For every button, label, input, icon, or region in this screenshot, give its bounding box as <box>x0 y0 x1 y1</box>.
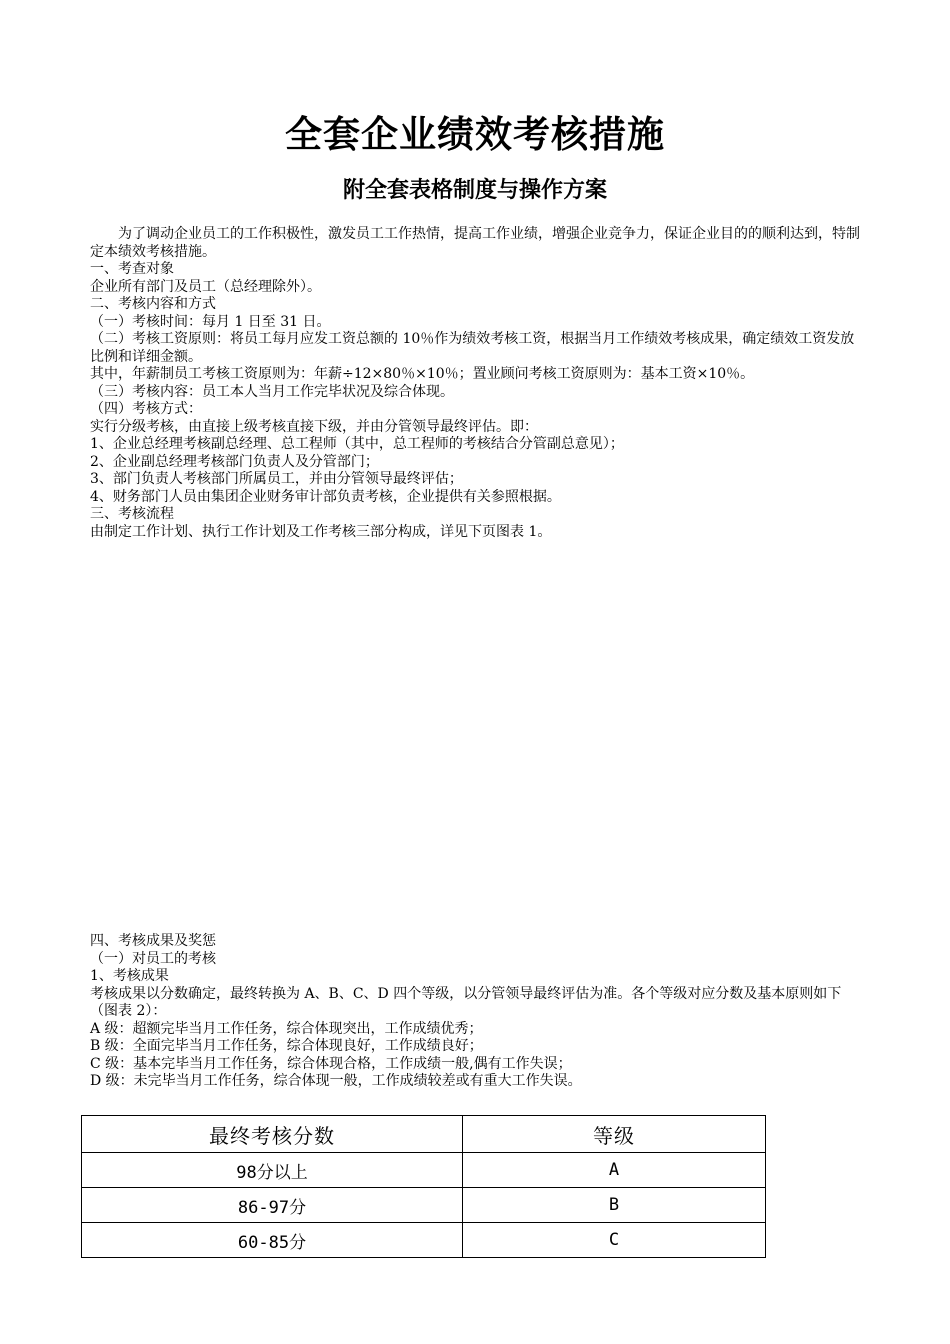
grade-a-line: A 级：超额完毕当月工作任务，综合体现突出，工作成绩优秀； <box>90 1020 483 1037</box>
text-line: 其中，年薪制员工考核工资原则为：年薪÷12×80％×10％；置业顾问考核工资原则为：基本工资×10％。 <box>90 366 755 382</box>
document-title: 全套企业绩效考核措施 <box>285 113 665 156</box>
cell-grade: B <box>463 1188 766 1223</box>
header-grade: 等级 <box>463 1116 766 1153</box>
grade-c-line: C 级：基本完毕当月工作任务，综合体现合格，工作成绩一般,偶有工作失误； <box>90 1055 572 1072</box>
grade-d-line: D 级：未完毕当月工作任务，综合体现一般，工作成绩较差或有重大工作失误。 <box>90 1073 582 1089</box>
list-item: 1、企业总经理考核副总经理、总工程师（其中，总工程师的考核结合分管副总意见）； <box>90 436 624 452</box>
text-line: 由制定工作计划、执行工作计划及工作考核三部分构成，详见下页图表 1。 <box>90 523 552 540</box>
text-line: 实行分级考核，由直接上级考核直接下级，并由分管领导最终评估。即： <box>90 418 538 435</box>
cell-grade: A <box>463 1153 766 1188</box>
list-item: 4、财务部门人员由集团企业财务审计部负责考核，企业提供有关参照根据。 <box>90 488 561 505</box>
table-row <box>82 1188 766 1223</box>
grade-b-line: B 级：全面完毕当月工作任务，综合体现良好，工作成绩良好； <box>90 1038 483 1054</box>
section-intro <box>90 226 865 541</box>
subheading-staff: （一）对员工的考核 <box>90 950 216 967</box>
heading-content: 二、考核内容和方式 <box>90 296 216 312</box>
list-item: 3、部门负责人考核部门所属员工，并由分管领导最终评估； <box>90 471 463 487</box>
table-row <box>82 1223 766 1258</box>
subheading-results: 1、考核成果 <box>90 968 169 984</box>
text-line: 企业所有部门及员工（总经理除外）。 <box>90 278 321 295</box>
text-line: （一）考核时间：每月 1 日至 31 日。 <box>90 313 331 330</box>
document-subtitle: 附全套表格制度与操作方案 <box>342 178 607 203</box>
table-row <box>82 1153 766 1188</box>
text-line: 考核成果以分数确定，最终转换为 A、B、C、D 四个等级，以分管领导最终评估为准。各个等级对应分数及基本原则如下（图表 2）： <box>90 985 842 1019</box>
heading-process: 三、考核流程 <box>90 506 174 522</box>
intro-paragraph: 为了调动企业员工的工作积极性，激发员工工作热情，提高工作业绩，增强企业竞争力，保证企业目的的顺利达到，特制定本绩效考核措施。 <box>90 226 860 260</box>
text-line: （二）考核工资原则：将员工每月应发工资总额的 10％作为绩效考核工资，根据当月工作绩效考核成果，确定绩效工资发放比例和详细金额。 <box>90 331 855 365</box>
cell-score: 60-85分 <box>82 1223 463 1258</box>
text-line: （四）考核方式： <box>90 401 202 417</box>
header-score: 最终考核分数 <box>82 1116 463 1153</box>
grade-table <box>81 1115 766 1258</box>
cell-grade: C <box>463 1223 766 1258</box>
heading-results: 四、考核成果及奖惩 <box>90 933 216 949</box>
heading-target: 一、考查对象 <box>90 261 174 277</box>
text-line: （三）考核内容：员工本人当月工作完毕状况及综合体现。 <box>90 383 454 400</box>
list-item: 2、企业副总经理考核部门负责人及分管部门； <box>90 453 379 470</box>
cell-score: 98分以上 <box>82 1153 463 1188</box>
table-header-row <box>82 1116 766 1153</box>
cell-score: 86-97分 <box>82 1188 463 1223</box>
section-results <box>90 933 865 1091</box>
